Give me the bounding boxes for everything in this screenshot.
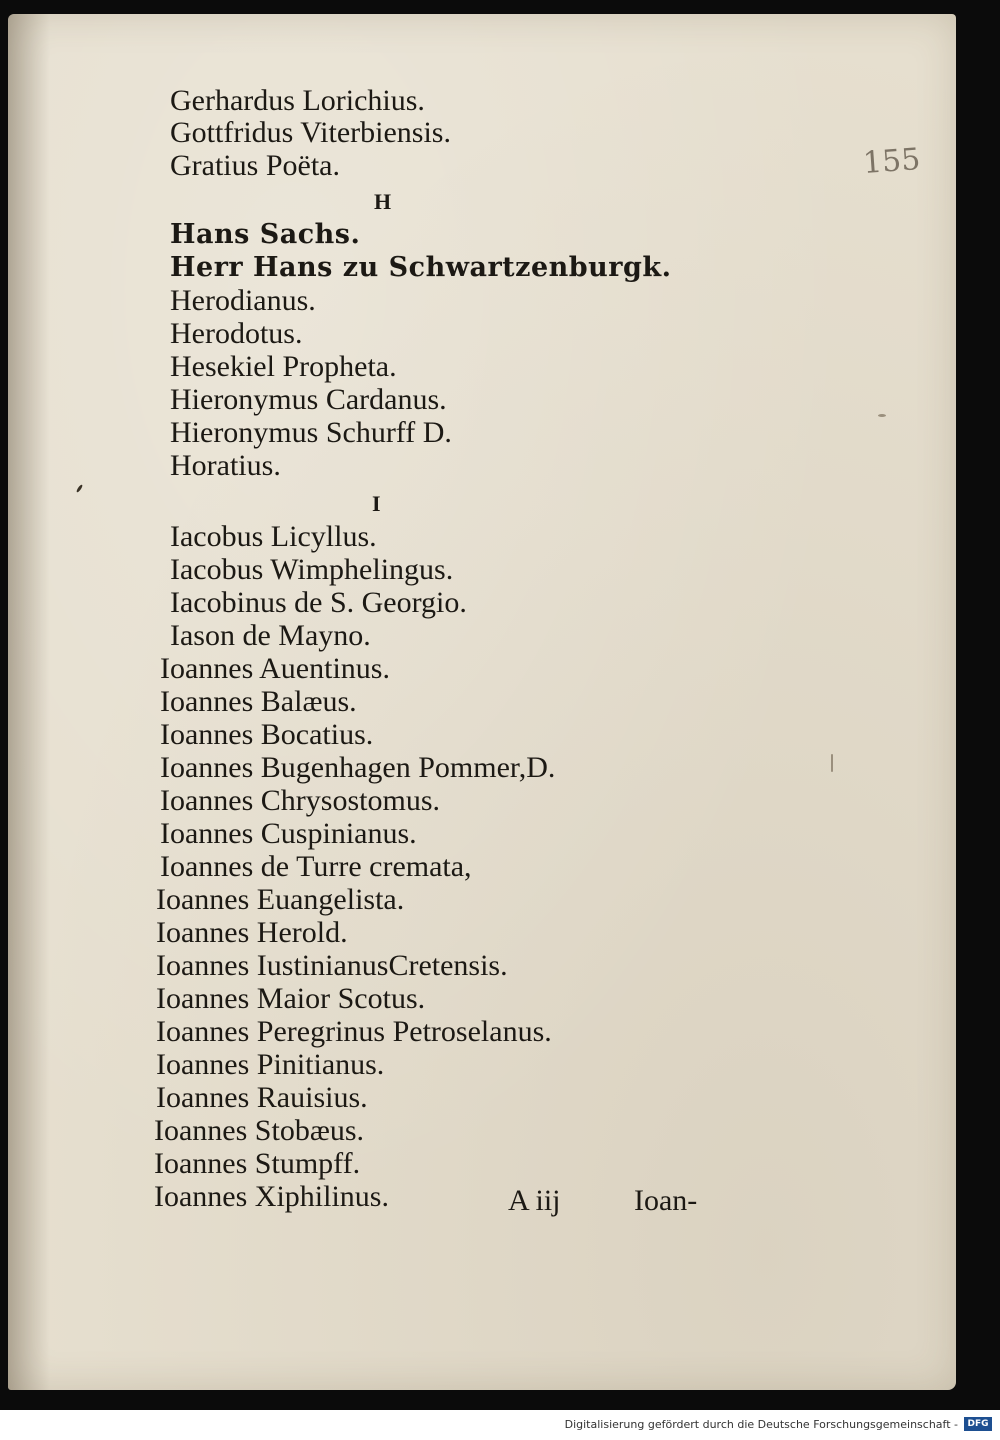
- index-entry: Ioannes Herold.: [156, 916, 348, 949]
- index-entry: Herr Hans zu Schwartzenburgk.: [170, 252, 672, 283]
- index-entry: Ioannes Pinitianus.: [156, 1048, 385, 1081]
- index-entry: Iason de Mayno.: [170, 619, 371, 652]
- funding-credit: Digitalisierung gefördert durch die Deutsche Forschungsgemeinschaft -: [564, 1418, 958, 1431]
- index-entry: Ioannes Bugenhagen Pommer,D.: [160, 751, 556, 784]
- catchword: Ioan-: [634, 1184, 698, 1217]
- index-entry: Iacobinus de S. Georgio.: [170, 586, 467, 619]
- index-entry: Ioannes Cuspinianus.: [160, 817, 417, 850]
- index-entry: Hieronymus Schurff D.: [170, 416, 452, 449]
- section-letter-i: I: [372, 491, 381, 516]
- index-entry: Herodianus.: [170, 284, 316, 317]
- index-entry: Gerhardus Lorichius.: [170, 84, 425, 117]
- index-entry: Gratius Poëta.: [170, 149, 340, 182]
- index-entry: Ioannes Maior Scotus.: [156, 982, 426, 1015]
- index-list: [8, 14, 956, 1390]
- handwritten-folio-number: 155: [861, 142, 922, 181]
- book-page: [8, 14, 956, 1390]
- index-entry: Herodotus.: [170, 317, 303, 350]
- index-entry: Ioannes Stobæus.: [154, 1114, 364, 1147]
- index-entry: Ioannes Euangelista.: [156, 883, 405, 916]
- index-entry: Ioannes Chrysostomus.: [160, 784, 440, 817]
- section-letter-h: H: [374, 189, 392, 214]
- paper-speck: [831, 754, 833, 772]
- index-entry: Ioannes Bocatius.: [160, 718, 374, 751]
- index-entry: Ioannes Peregrinus Petroselanus.: [156, 1015, 552, 1048]
- index-entry: Iacobus Wimphelingus.: [170, 553, 454, 586]
- index-entry: Ioannes Auentinus.: [160, 652, 390, 685]
- index-entry: Horatius.: [170, 449, 281, 482]
- index-entry: Gottfridus Viterbiensis.: [170, 116, 451, 149]
- index-entry: Hieronymus Cardanus.: [170, 383, 447, 416]
- signature-mark: A iij: [508, 1184, 561, 1217]
- dfg-logo: DFG: [964, 1417, 992, 1431]
- index-entry: Iacobus Licyllus.: [170, 520, 377, 553]
- index-entry: Ioannes Balæus.: [160, 685, 357, 718]
- index-entry: Ioannes IustinianusCretensis.: [156, 949, 508, 982]
- paper-speck: [878, 414, 886, 417]
- index-entry: Ioannes Rauisius.: [156, 1081, 368, 1114]
- index-entry: Ioannes Stumpff.: [154, 1147, 361, 1180]
- index-entry: Ioannes Xiphilinus.: [154, 1180, 389, 1213]
- index-entry: Hesekiel Propheta.: [170, 350, 397, 383]
- digitization-footer: [0, 1410, 1000, 1440]
- index-entry: Hans Sachs.: [170, 219, 361, 250]
- index-entry: Ioannes de Turre cremata,: [160, 850, 472, 883]
